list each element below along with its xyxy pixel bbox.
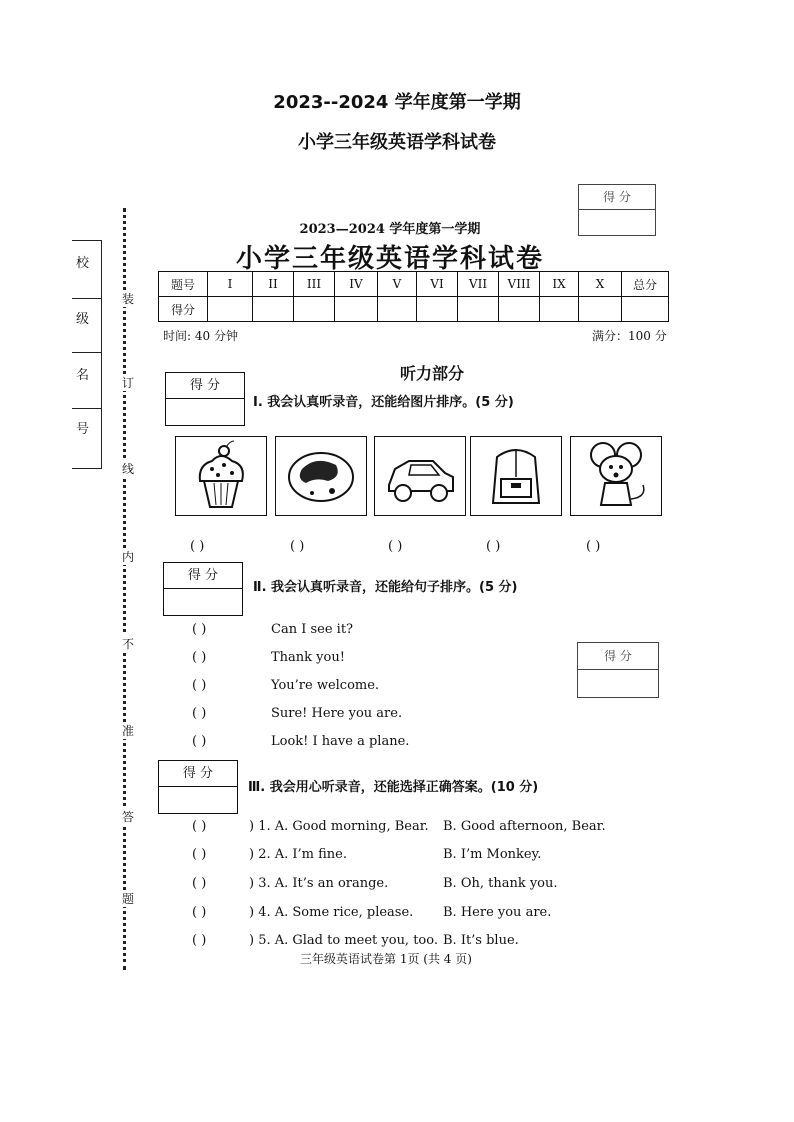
answer-bracket[interactable]: ( ) [388, 539, 403, 554]
info-divider [72, 408, 102, 409]
score-cell[interactable] [579, 297, 622, 322]
ghost-score-box-top: 得 分 [578, 184, 656, 236]
info-class-label: 级 [76, 312, 90, 327]
table-cell: II [253, 272, 294, 297]
section2-heading: Ⅱ. 我会认真听录音，还能给句子排序。(5 分) [253, 580, 518, 595]
binding-char: 答 [121, 810, 134, 824]
section3-score-box[interactable]: 得 分 [158, 760, 238, 814]
choice-a: ) 3. A. It’s an orange. [249, 876, 389, 891]
answer-bracket[interactable]: ( ) [192, 819, 207, 834]
page-footer: 三年级英语试卷第 1页 (共 4 页) [300, 952, 472, 966]
binding-char: 准 [121, 724, 134, 738]
answer-bracket[interactable]: ( ) [192, 734, 207, 749]
ghost-score-box-right: 得 分 [577, 642, 659, 698]
answer-bracket[interactable]: ( ) [192, 847, 207, 862]
picture-mouse [570, 436, 662, 516]
table-cell: VII [458, 272, 499, 297]
answer-bracket[interactable]: ( ) [192, 933, 207, 948]
exam-subtitle: 2023—2024 学年度第一学期 [299, 222, 481, 237]
choice-b: B. Good afternoon, Bear. [443, 819, 606, 834]
score-cell[interactable] [253, 297, 294, 322]
answer-bracket[interactable]: ( ) [190, 539, 205, 554]
choice-a: ) 2. A. I’m fine. [249, 847, 347, 862]
binding-char: 线 [121, 462, 134, 476]
picture-cupcake [175, 436, 267, 516]
bread-icon [276, 437, 366, 515]
binding-char: 不 [121, 637, 134, 651]
score-cell[interactable] [294, 297, 335, 322]
info-number-label: 号 [76, 422, 90, 437]
picture-backpack [470, 436, 562, 516]
info-divider [72, 352, 102, 353]
table-cell: 得分 [159, 297, 208, 322]
answer-bracket[interactable]: ( ) [192, 876, 207, 891]
answer-bracket[interactable]: ( ) [290, 539, 305, 554]
time-label: 时间: 40 分钟 [163, 329, 238, 343]
score-table [158, 271, 669, 322]
section1-heading: Ⅰ. 我会认真听录音，还能给图片排序。(5 分) [253, 395, 514, 410]
table-cell: VI [417, 272, 458, 297]
binding-char: 题 [121, 892, 134, 906]
section1-score-box[interactable]: 得 分 [165, 372, 245, 426]
choice-b: B. Here you are. [443, 905, 552, 920]
score-cell[interactable] [499, 297, 540, 322]
info-divider [72, 240, 102, 241]
sentence: You’re welcome. [271, 678, 380, 693]
table-cell: III [294, 272, 335, 297]
score-cell[interactable] [540, 297, 579, 322]
score-table-header-row [159, 272, 669, 297]
document-title: 2023--2024 学年度第一学期 [273, 92, 521, 113]
answer-bracket[interactable]: ( ) [192, 678, 207, 693]
score-table-score-row [159, 297, 669, 322]
answer-bracket[interactable]: ( ) [486, 539, 501, 554]
table-cell: I [208, 272, 253, 297]
full-score-label: 满分：100 分 [592, 329, 667, 343]
backpack-icon [471, 437, 561, 515]
table-cell: 总分 [622, 272, 669, 297]
mouse-icon [571, 437, 661, 515]
cupcake-icon [176, 437, 266, 515]
table-cell: V [378, 272, 417, 297]
score-cell[interactable] [417, 297, 458, 322]
binding-char: 装 [121, 292, 134, 306]
info-divider [72, 468, 102, 469]
info-divider [72, 298, 102, 299]
answer-bracket[interactable]: ( ) [192, 622, 207, 637]
picture-bread [275, 436, 367, 516]
sentence: Sure! Here you are. [271, 706, 403, 721]
toy-car-icon [375, 437, 465, 515]
table-cell: 题号 [159, 272, 208, 297]
answer-bracket[interactable]: ( ) [192, 905, 207, 920]
answer-bracket[interactable]: ( ) [192, 650, 207, 665]
table-cell: IX [540, 272, 579, 297]
binding-char: 订 [121, 376, 134, 390]
info-column-border [101, 240, 102, 468]
sentence: Thank you! [271, 650, 345, 665]
table-cell: VIII [499, 272, 540, 297]
choice-a: ) 5. A. Glad to meet you, too. [249, 933, 438, 948]
choice-b: B. Oh, thank you. [443, 876, 558, 891]
score-cell[interactable] [378, 297, 417, 322]
score-cell[interactable] [335, 297, 378, 322]
section3-heading: Ⅲ. 我会用心听录音，还能选择正确答案。(10 分) [248, 780, 539, 795]
table-cell: IV [335, 272, 378, 297]
score-cell[interactable] [208, 297, 253, 322]
table-cell: X [579, 272, 622, 297]
binding-dotted-line [123, 208, 126, 970]
binding-char: 内 [121, 550, 134, 564]
choice-a: ) 4. A. Some rice, please. [249, 905, 414, 920]
answer-bracket[interactable]: ( ) [586, 539, 601, 554]
exam-title: 小学三年级英语学科试卷 [235, 244, 544, 274]
section2-score-box[interactable]: 得 分 [163, 562, 243, 616]
listening-part-heading: 听力部分 [400, 364, 465, 383]
choice-a: ) 1. A. Good morning, Bear. [249, 819, 429, 834]
score-cell[interactable] [622, 297, 669, 322]
choice-b: B. I’m Monkey. [443, 847, 542, 862]
choice-b: B. It’s blue. [443, 933, 519, 948]
sentence: Look! I have a plane. [271, 734, 410, 749]
document-subtitle: 小学三年级英语学科试卷 [298, 132, 496, 153]
info-school-label: 校 [76, 256, 90, 271]
sentence: Can I see it? [271, 622, 354, 637]
score-cell[interactable] [458, 297, 499, 322]
picture-toy-car [374, 436, 466, 516]
answer-bracket[interactable]: ( ) [192, 706, 207, 721]
info-name-label: 名 [76, 368, 90, 383]
